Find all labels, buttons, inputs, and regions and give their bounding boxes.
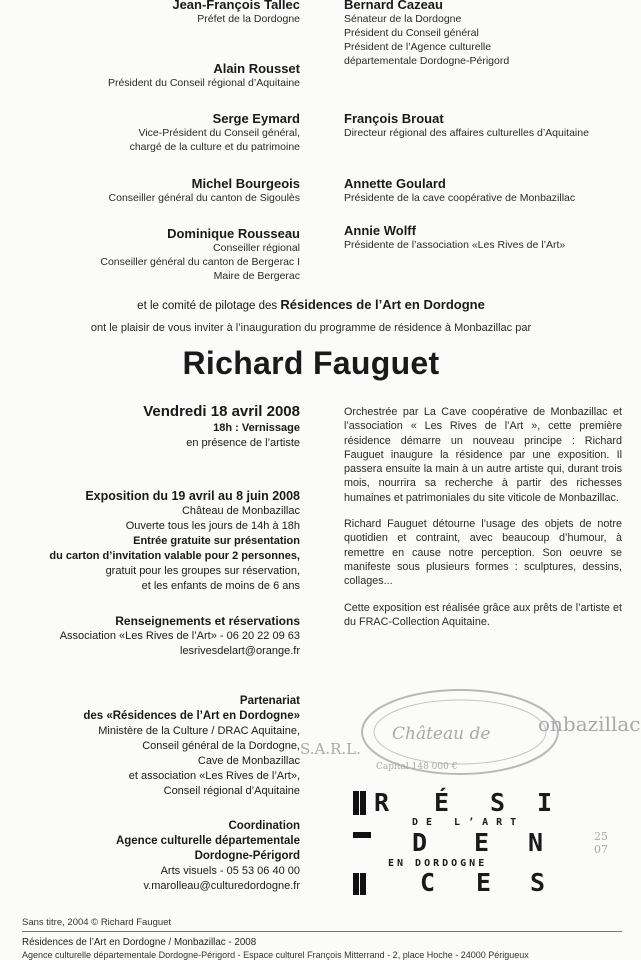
logo-bar (360, 873, 366, 895)
host-name: Michel Bourgeois (191, 176, 300, 191)
logo-letter: I (537, 788, 553, 817)
stamp-number: 25 07 (594, 830, 608, 856)
partner-line: Ministère de la Culture / DRAC Aquitaine, (98, 725, 300, 737)
coordination-org-2: Dordogne-Périgord (194, 850, 300, 862)
host-role: Présidente de la cave coopérative de Monbazillac (344, 192, 576, 204)
footer-divider (22, 931, 622, 932)
host-role: Présidente de l’association «Les Rives de l’Art» (344, 239, 566, 251)
host-role: Conseiller général du canton de Sigoulès (108, 192, 300, 204)
logo-letter: É (434, 788, 450, 817)
host-role: Maire de Bergerac (213, 270, 300, 282)
host-name: Annette Goulard (344, 176, 446, 191)
logo-bar (353, 791, 359, 815)
logo-letter: S (490, 788, 506, 817)
host-role: départementale Dordogne-Périgord (344, 55, 510, 67)
host-role: Sénateur de la Dordogne (344, 13, 462, 25)
footer-title: Résidences de l’Art en Dordogne / Monbazillac - 2008 (22, 937, 257, 948)
logo-letter: D (412, 828, 428, 857)
partner-line: Conseil général de la Dordogne, (142, 740, 300, 752)
host-role: Conseiller régional (213, 242, 300, 254)
stamp-capital: Capital 148 000 € (376, 762, 458, 772)
coordination-org-1: Agence culturelle départementale (115, 835, 300, 847)
host-role: Président du Conseil général (344, 27, 479, 39)
host-bourgeois (0, 176, 300, 205)
artist-name: Richard Fauguet (182, 345, 440, 381)
logo-letter: E (474, 828, 490, 857)
host-role: Conseiller général du canton de Bergerac I (100, 256, 300, 268)
host-name: Annie Wolff (344, 223, 416, 238)
entry-children: et les enfants de moins de 6 ans (141, 580, 300, 592)
logo-de-lart: DE L’ART (412, 817, 525, 828)
host-goulard (344, 176, 622, 205)
description-block (344, 405, 622, 629)
logo-en-dordogne: EN DORDOGNE (388, 858, 488, 869)
host-role: Vice-Président du Conseil général, (138, 127, 300, 139)
host-name: Serge Eymard (212, 111, 300, 126)
partner-line: et association «Les Rives de l’Art», (128, 770, 300, 782)
partners-block (0, 694, 300, 799)
logo-letter: R (374, 788, 390, 817)
host-name: François Brouat (344, 111, 444, 126)
invite-line: ont le plaisir de vous inviter à l’inauguration du programme de résidence à Monbazillac par (90, 322, 532, 334)
partner-line: Cave de Monbazillac (197, 755, 300, 767)
exhibition-title: Exposition du 19 avril au 8 juin 2008 (85, 489, 300, 503)
host-wolff (344, 223, 622, 252)
coordination-email[interactable]: v.marolleau@culturedordogne.fr (143, 880, 300, 892)
host-role: Directeur régional des affaires culturelles d’Aquitaine (344, 127, 589, 139)
stamp-mark (300, 684, 641, 784)
partners-title: Partenariat (239, 695, 300, 707)
description-paragraph-3: Cette exposition est réalisée grâce aux prêts de l’artiste et du FRAC-Collection Aquitaine. (344, 601, 622, 628)
exhibition-venue: Château de Monbazillac (181, 505, 300, 517)
vernissage-presence: en présence de l’artiste (186, 437, 300, 449)
entry-groups: gratuit pour les groupes sur réservation, (105, 565, 300, 577)
logo-bar (353, 873, 359, 895)
partners-subtitle: des «Résidences de l’Art en Dordogne» (83, 710, 300, 722)
info-association: Association «Les Rives de l’Art» - 06 20 22 09 63 (59, 630, 300, 642)
host-tallec (0, 0, 300, 26)
residences-logo (350, 788, 555, 898)
event-block (0, 403, 300, 451)
host-role: Président du Conseil régional d’Aquitaine (107, 77, 300, 89)
stamp-chateau: Château de (392, 724, 491, 744)
host-brouat (344, 111, 622, 140)
info-block (0, 613, 300, 659)
committee-line (0, 297, 622, 312)
exhibition-block (0, 488, 300, 594)
entry-line-2: du carton d’invitation valable pour 2 personnes, (49, 550, 300, 562)
vernissage-time: 18h : Vernissage (213, 422, 300, 434)
host-role: Préfet de la Dordogne (197, 13, 300, 25)
logo-letter: E (476, 868, 492, 897)
logo-letter: S (530, 868, 546, 897)
committee-prefix: et le comité de pilotage des (137, 300, 278, 312)
host-role: chargé de la culture et du patrimoine (129, 141, 300, 153)
coordination-title: Coordination (228, 820, 300, 832)
logo-bar (360, 791, 366, 815)
footer-address: Agence culturelle départementale Dordogne-Périgord - Espace culturel François Mitterrand - 2, place Hoche - 24000 Périgueux (22, 950, 529, 960)
info-email[interactable]: lesrivesdelart@orange.fr (180, 645, 300, 657)
coordination-block (0, 819, 300, 894)
committee-name: Résidences de l’Art en Dordogne (280, 297, 485, 312)
host-eymard (0, 111, 300, 154)
event-date: Vendredi 18 avril 2008 (143, 403, 300, 420)
stamp-monbazillac: onbazillac (538, 712, 641, 736)
coordination-phone: Arts visuels - 05 53 06 40 00 (160, 865, 300, 877)
exhibition-hours: Ouverte tous les jours de 14h à 18h (125, 520, 300, 532)
entry-line-1: Entrée gratuite sur présentation (133, 535, 300, 547)
info-title: Renseignements et réservations (115, 614, 300, 628)
logo-letter: C (420, 868, 436, 897)
logo-letter: N (528, 828, 544, 857)
description-paragraph-1: Orchestrée par La Cave coopérative de Monbazillac et l’association « Les Rives de l’Art », cette première résidence démarre un nouveau principe : Richard Fauguet inaugure la résidence par une exposition. Il passera ensuite la main à un autre artiste qui, durant trois mois, nourrira sa recherche à partir des richesses humaines et patrimoniales du site viticole de Monbazillac. (344, 406, 622, 504)
host-role: Président de l’Agence culturelle (344, 41, 492, 53)
host-name: Bernard Cazeau (344, 0, 443, 12)
host-name: Dominique Rousseau (167, 226, 300, 241)
logo-bar (353, 832, 371, 838)
host-name: Alain Rousset (213, 61, 300, 76)
host-rousset (0, 61, 300, 90)
image-credit: Sans titre, 2004 © Richard Fauguet (22, 917, 172, 928)
host-cazeau (344, 0, 622, 68)
description-paragraph-2: Richard Fauguet détourne l’usage des objets de notre quotidien et contraint, avec beaucoup d’humour, à remettre en cause notre perception. Son oeuvre se manifeste sous plusieurs formes : sculptures, dessins, collages... (344, 518, 622, 588)
stamp-sarl: S.A.R.L. (300, 740, 361, 758)
host-rousseau (0, 226, 300, 283)
host-name: Jean-François Tallec (172, 0, 300, 12)
partner-line: Conseil régional d’Aquitaine (163, 785, 300, 797)
